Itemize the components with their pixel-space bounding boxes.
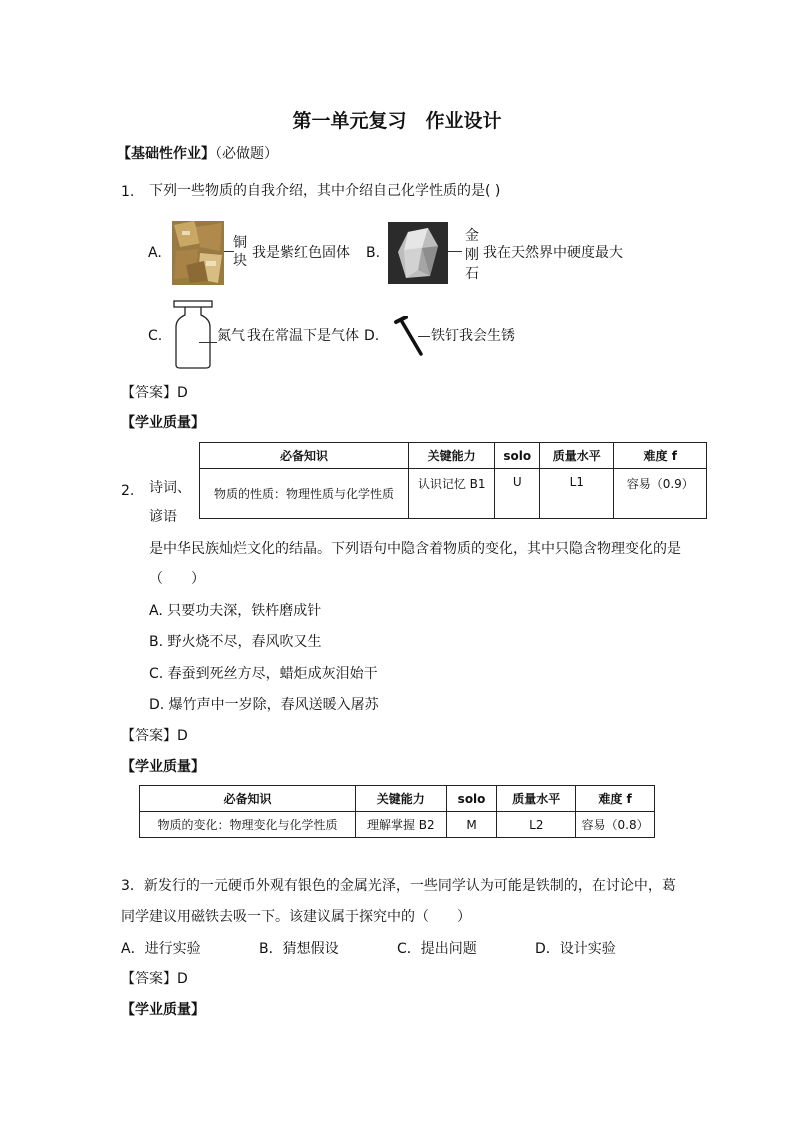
col-header: 难度 f <box>614 443 707 469</box>
q3-option-b: B．猜想假设 <box>259 941 339 957</box>
col-header: 质量水平 <box>497 786 576 812</box>
table-cell: 物质的变化：物理变化与化学性质 <box>140 812 356 838</box>
q3-quality-heading: 【学业质量】 <box>121 1002 205 1018</box>
col-header: 质量水平 <box>540 443 614 469</box>
table-cell: L1 <box>540 469 614 519</box>
option-d-pointer-line <box>418 336 430 337</box>
q3-line1: 3．新发行的一元硬币外观有银色的金属光泽，一些同学认为可能是铁制的，在讨论中，葛 <box>121 878 676 894</box>
label-char: 块 <box>233 253 247 269</box>
q2-option-c: C. 春蚕到死丝方尽，蜡炬成灰泪始干 <box>149 666 378 682</box>
q2-quality-heading: 【学业质量】 <box>121 759 205 775</box>
q2-option-b: B. 野火烧不尽，春风吹又生 <box>149 634 322 650</box>
table-cell: L2 <box>497 812 576 838</box>
copper-block-photo-icon <box>172 221 224 285</box>
q2-option-a: A. 只要功夫深，铁杵磨成针 <box>149 603 322 619</box>
q2-answer: 【答案】D <box>121 728 188 744</box>
q1-option-d-letter: D. <box>364 328 380 344</box>
q3-option-a: A．进行实验 <box>121 941 201 957</box>
q1-option-a-letter: A. <box>148 245 162 261</box>
q1-option-c-label: 氮气 <box>217 328 245 344</box>
q1-number: 1. <box>121 184 135 200</box>
option-b-pointer-line <box>448 251 462 252</box>
table-cell: 容易（0.9） <box>614 469 707 519</box>
q1-option-a-label <box>233 234 247 270</box>
q3-answer: 【答案】D <box>121 971 188 987</box>
col-header: solo <box>446 786 497 812</box>
q2-number: 2. <box>121 483 135 499</box>
q1-option-d-label: 铁钉 <box>431 328 459 344</box>
option-c-pointer-line <box>199 342 217 343</box>
table-cell: 认识记忆 B1 <box>409 469 495 519</box>
table-cell: 物质的性质：物理性质与化学性质 <box>200 469 409 519</box>
q3-option-d: D．设计实验 <box>535 941 616 957</box>
diamond-photo-icon <box>388 222 448 284</box>
section-label: 【基础性作业】 <box>117 146 215 162</box>
table-cell: 理解掌握 B2 <box>356 812 447 838</box>
table-cell: M <box>446 812 497 838</box>
q1-option-c-letter: C. <box>148 328 163 344</box>
label-char: 石 <box>465 266 479 282</box>
quality-table-1 <box>199 442 707 519</box>
q1-option-b-text: 我在天然界中硬度最大 <box>483 245 623 261</box>
table-cell: 容易（0.8） <box>576 812 655 838</box>
q1-stem: 下列一些物质的自我介绍，其中介绍自己化学性质的是( ) <box>149 183 501 199</box>
q1-option-c-text: 我在常温下是气体 <box>247 328 359 344</box>
gas-bottle-drawing-icon <box>172 299 216 371</box>
page-title: 第一单元复习 作业设计 <box>292 110 502 132</box>
q3-line2: 同学建议用磁铁去吸一下。该建议属于探究中的（ ） <box>121 909 471 925</box>
q2-stem-part1: 诗词、 <box>149 480 191 496</box>
label-char: 金 <box>465 228 479 244</box>
q2-stem-cont: 是中华民族灿烂文化的结晶。下列语句中隐含着物质的变化，其中只隐含物理变化的是 <box>149 541 681 557</box>
label-char: 刚 <box>465 247 479 263</box>
table-cell: U <box>495 469 540 519</box>
section-note: （必做题） <box>215 146 278 162</box>
col-header: 必备知识 <box>200 443 409 469</box>
q1-option-b-letter: B. <box>366 245 381 261</box>
col-header: solo <box>495 443 540 469</box>
section-heading <box>117 144 278 164</box>
col-header: 必备知识 <box>140 786 356 812</box>
q1-option-a-text: 我是紫红色固体 <box>252 245 350 261</box>
q3-option-c: C．提出问题 <box>397 941 477 957</box>
q2-stem-part2: 谚语 <box>149 509 177 525</box>
q1-quality-heading: 【学业质量】 <box>121 415 205 431</box>
q1-option-d-text: 我会生锈 <box>459 328 515 344</box>
q1-option-b-label <box>465 227 479 284</box>
col-header: 关键能力 <box>356 786 447 812</box>
quality-table-2 <box>139 785 655 838</box>
label-char: 铜 <box>233 235 247 251</box>
q2-option-d: D. 爆竹声中一岁除，春风送暖入屠苏 <box>149 697 379 713</box>
col-header: 关键能力 <box>409 443 495 469</box>
q2-blank: （ ） <box>149 571 205 587</box>
q1-answer: 【答案】D <box>121 385 188 401</box>
iron-nail-drawing-icon <box>390 316 430 358</box>
col-header: 难度 f <box>576 786 655 812</box>
